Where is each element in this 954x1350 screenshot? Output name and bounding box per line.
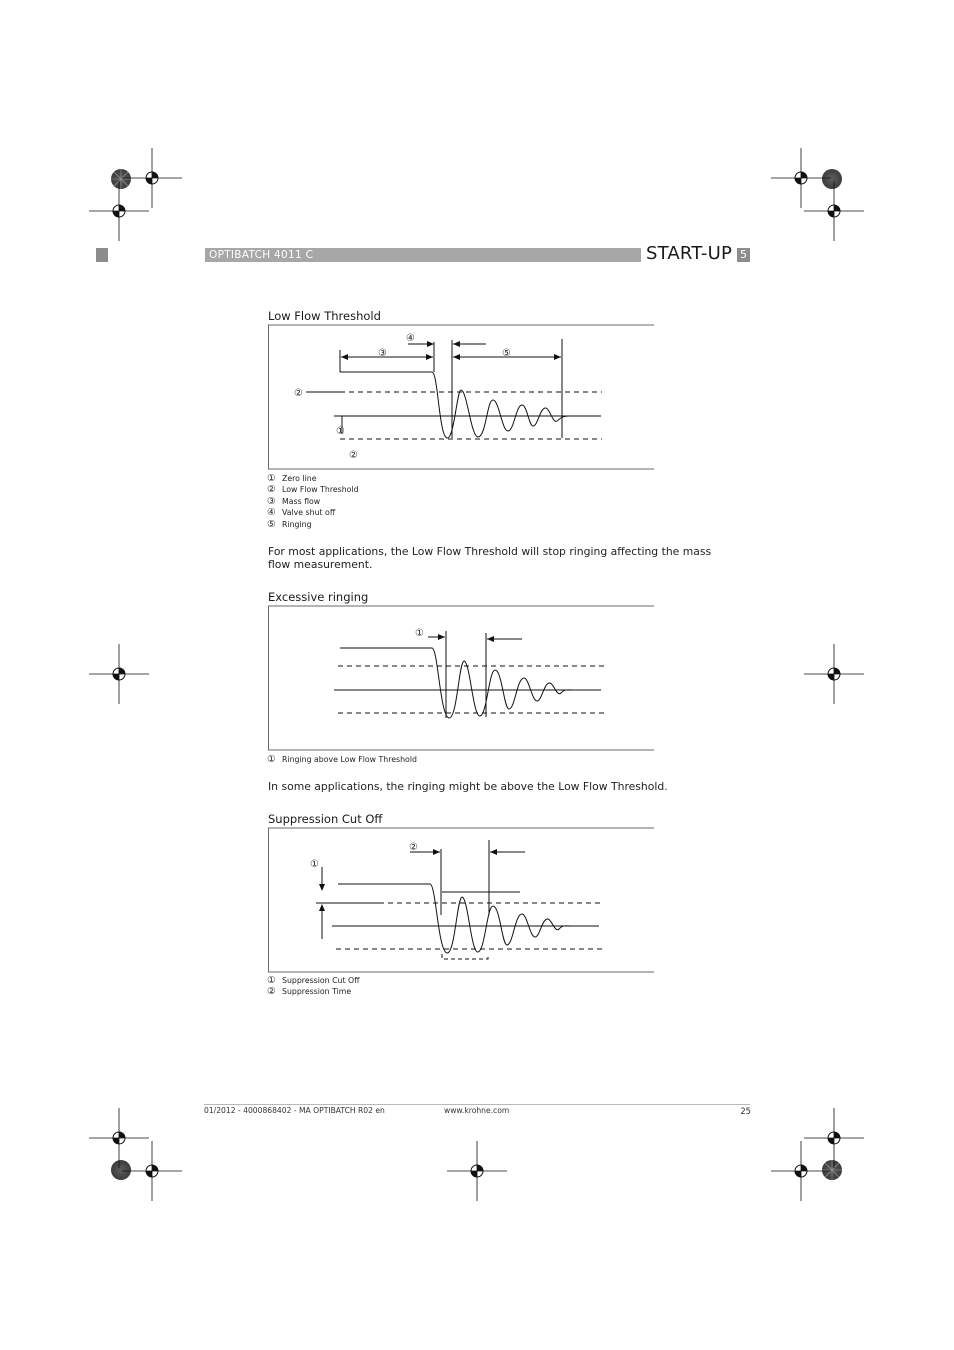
callout-valve-shut-off: ④ — [406, 333, 415, 344]
footer-page-number: 25 — [740, 1106, 751, 1116]
crop-mark-mid-left — [89, 644, 149, 704]
paragraph-low-flow-threshold: For most applications, the Low Flow Threshold will stop ringing affecting the mass flow measurement. — [268, 545, 712, 571]
crop-mark-bottom-center — [447, 1141, 507, 1201]
header-marker — [96, 248, 108, 262]
crop-mark-mid-right — [804, 644, 864, 704]
footer-document-reference: 01/2012 - 4000868402 - MA OPTIBATCH R02 en — [204, 1106, 385, 1115]
callout-threshold-upper: ② — [294, 388, 303, 399]
crop-mark-bottom-right — [771, 1108, 864, 1201]
header-product-name: OPTIBATCH 4011 C — [209, 249, 314, 261]
figure-excessive-ringing — [268, 605, 658, 753]
crop-mark-bottom-left — [89, 1108, 182, 1201]
diagram-suppression-cut-off — [268, 827, 658, 975]
callout-threshold-lower: ② — [349, 450, 358, 461]
callout-ringing: ⑤ — [502, 348, 511, 359]
figure-low-flow-threshold — [268, 324, 658, 472]
callout-suppression-cut-off: ① — [310, 859, 319, 870]
footer-rule — [204, 1104, 750, 1105]
crop-mark-top-right — [771, 148, 864, 241]
diagram-excessive-ringing — [268, 605, 658, 753]
callout-ringing-above: ① — [415, 628, 424, 639]
callout-suppression-time: ② — [409, 842, 418, 853]
paragraph-excessive-ringing: In some applications, the ringing might be above the Low Flow Threshold. — [268, 780, 668, 793]
header-section-title: START-UP — [646, 243, 733, 264]
callout-mass-flow: ③ — [378, 348, 387, 359]
footer-website[interactable]: www.krohne.com — [444, 1106, 510, 1115]
figure-suppression-cut-off — [268, 827, 658, 975]
header-section-number: 5 — [737, 248, 750, 262]
callout-zero-line: ① — [336, 426, 345, 437]
figure-title-low-flow-threshold: Low Flow Threshold — [268, 309, 381, 323]
figure-title-excessive-ringing: Excessive ringing — [268, 590, 369, 604]
crop-mark-top-left — [89, 148, 182, 241]
figure-title-suppression-cut-off: Suppression Cut Off — [268, 812, 383, 826]
diagram-low-flow-threshold — [268, 324, 658, 472]
